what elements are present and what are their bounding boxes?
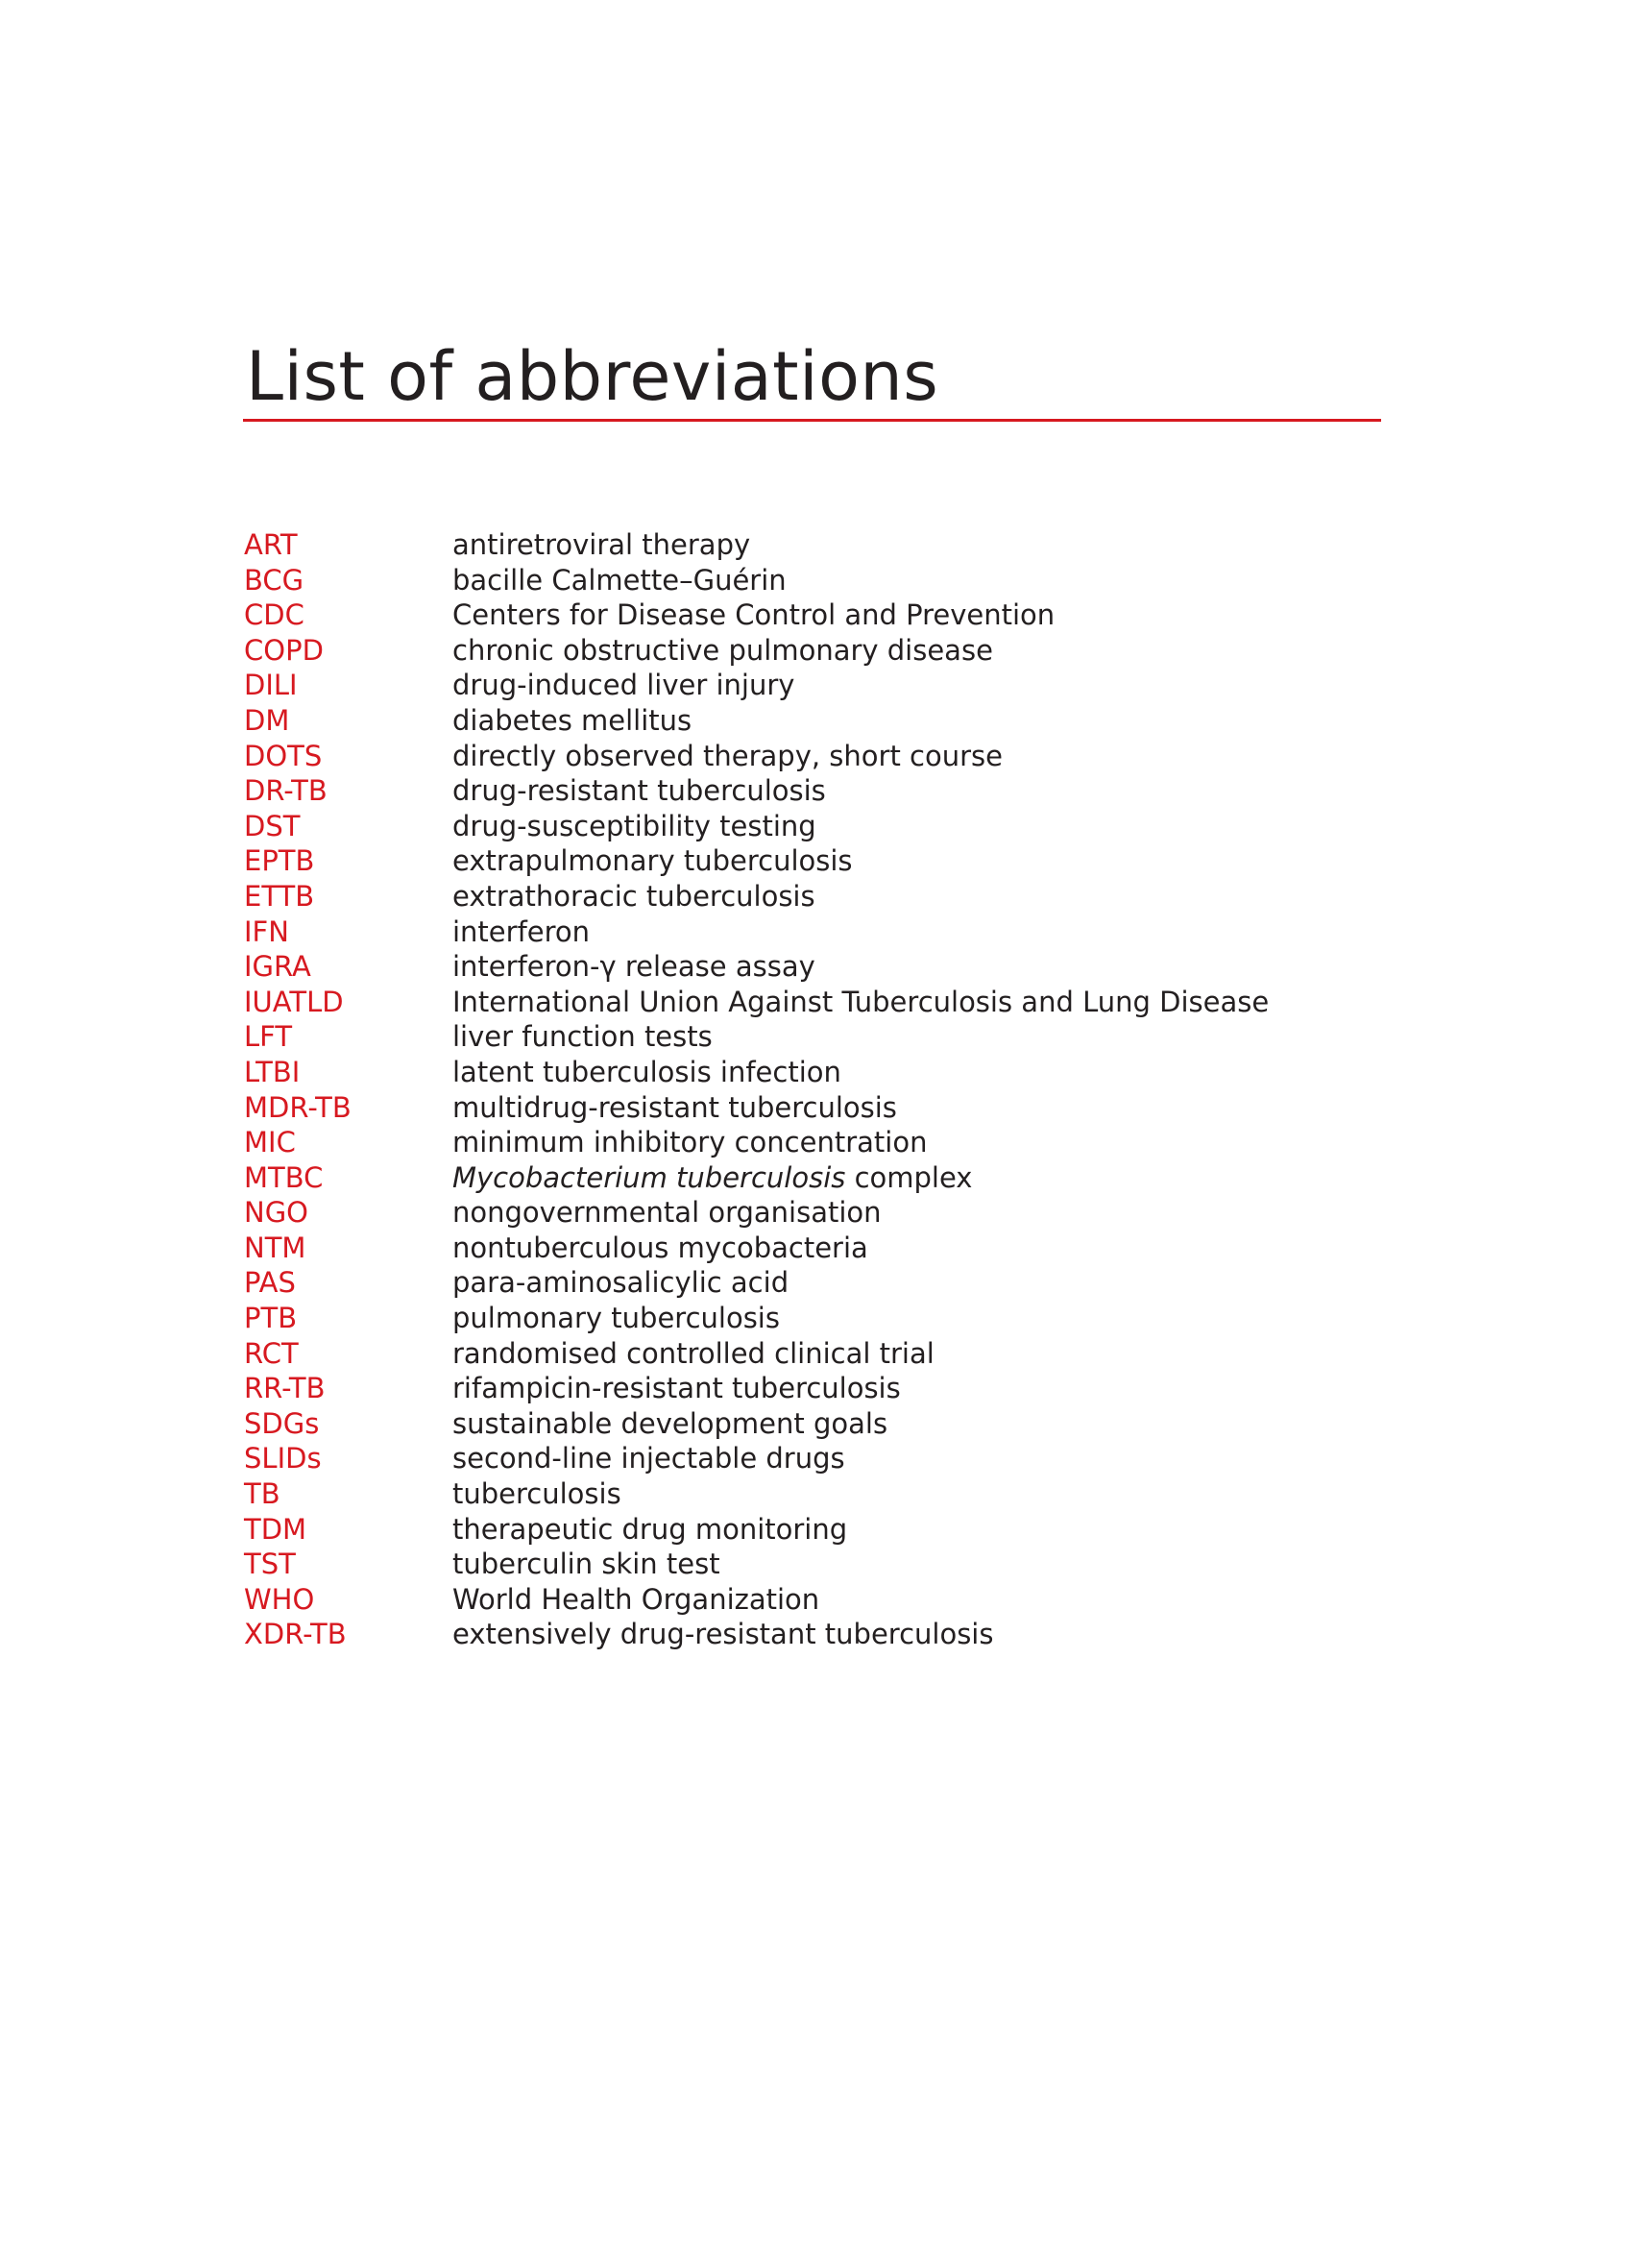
- abbreviation-term: WHO: [244, 1582, 315, 1616]
- abbreviation-term: SLIDs: [244, 1442, 322, 1475]
- abbreviation-row-who: [244, 1582, 1269, 1618]
- abbreviation-definition: interferon-γ release assay: [452, 950, 815, 984]
- abbreviation-definition: multidrug-resistant tuberculosis: [452, 1090, 897, 1124]
- abbreviation-row-mic: [244, 1125, 1269, 1160]
- abbreviation-term: ART: [244, 528, 298, 561]
- abbreviation-definition: directly observed therapy, short course: [452, 739, 1003, 772]
- abbreviation-definition: minimum inhibitory concentration: [452, 1126, 928, 1159]
- abbreviation-definition: International Union Against Tuberculosis and Lung Disease: [452, 985, 1270, 1018]
- abbreviation-row-tdm: [244, 1512, 1269, 1548]
- abbreviation-row-mtbc: [244, 1160, 1269, 1196]
- abbreviation-term: COPD: [244, 633, 324, 667]
- abbreviation-row-ngo: [244, 1195, 1269, 1231]
- abbreviation-definition: latent tuberculosis infection: [452, 1055, 841, 1088]
- page-title: List of abbreviations: [246, 337, 939, 416]
- abbreviation-term: DOTS: [244, 739, 323, 772]
- abbreviation-definition: nontuberculous mycobacteria: [452, 1231, 868, 1264]
- abbreviation-term: IFN: [244, 915, 289, 948]
- abbreviation-row-tst: [244, 1547, 1269, 1582]
- abbreviation-definition: interferon: [452, 915, 591, 948]
- abbreviation-row-dr-tb: [244, 773, 1269, 809]
- abbreviation-row-lft: [244, 1019, 1269, 1055]
- abbreviation-definition: second-line injectable drugs: [452, 1442, 845, 1475]
- abbreviation-row-dili: [244, 668, 1269, 703]
- abbreviation-list: [244, 527, 1269, 1652]
- abbreviation-term: TB: [244, 1477, 280, 1511]
- abbreviation-definition: drug-induced liver injury: [452, 669, 795, 702]
- abbreviation-definition: pulmonary tuberculosis: [452, 1302, 780, 1335]
- abbreviation-row-rr-tb: [244, 1371, 1269, 1406]
- abbreviation-definition: randomised controlled clinical trial: [452, 1336, 935, 1370]
- abbreviation-row-eptb: [244, 843, 1269, 879]
- abbreviation-row-sdgs: [244, 1406, 1269, 1442]
- abbreviation-definition: [452, 1160, 972, 1196]
- abbreviation-term: SDGs: [244, 1406, 320, 1440]
- abbreviation-term: RCT: [244, 1336, 299, 1370]
- abbreviation-definition: diabetes mellitus: [452, 703, 692, 737]
- abbreviation-definition: Centers for Disease Control and Prevention: [452, 598, 1056, 632]
- abbreviation-row-cdc: [244, 597, 1269, 633]
- abbreviation-row-igra: [244, 949, 1269, 985]
- abbreviation-row-xdr-tb: [244, 1617, 1269, 1652]
- abbreviation-definition: therapeutic drug monitoring: [452, 1512, 848, 1546]
- abbreviation-row-copd: [244, 633, 1269, 669]
- abbreviation-term: ETTB: [244, 879, 315, 913]
- abbreviation-term: TDM: [244, 1512, 307, 1546]
- abbreviation-definition: nongovernmental organisation: [452, 1196, 882, 1230]
- abbreviation-row-art: [244, 527, 1269, 563]
- abbreviation-row-ltbi: [244, 1055, 1269, 1090]
- abbreviation-term: NTM: [244, 1231, 306, 1264]
- abbreviation-term: XDR-TB: [244, 1618, 347, 1651]
- abbreviation-row-iuatld: [244, 985, 1269, 1020]
- abbreviation-term: DILI: [244, 669, 298, 702]
- abbreviation-row-pas: [244, 1265, 1269, 1301]
- abbreviation-definition: tuberculin skin test: [452, 1548, 720, 1581]
- abbreviation-term: IGRA: [244, 950, 311, 984]
- abbreviation-definition-italic: Mycobacterium tuberculosis: [452, 1160, 846, 1194]
- abbreviation-term: LTBI: [244, 1055, 301, 1088]
- abbreviation-definition: bacille Calmette–Guérin: [452, 563, 787, 597]
- abbreviation-term: MIC: [244, 1126, 296, 1159]
- abbreviation-term: IUATLD: [244, 985, 344, 1018]
- abbreviation-definition: drug-susceptibility testing: [452, 809, 816, 842]
- abbreviation-row-ptb: [244, 1301, 1269, 1336]
- abbreviation-row-rct: [244, 1336, 1269, 1372]
- abbreviation-term: EPTB: [244, 844, 315, 878]
- abbreviation-definition: tuberculosis: [452, 1477, 621, 1511]
- abbreviation-row-bcg: [244, 563, 1269, 598]
- abbreviation-row-ettb: [244, 879, 1269, 915]
- abbreviation-term: MDR-TB: [244, 1090, 352, 1124]
- abbreviation-term: PAS: [244, 1266, 296, 1300]
- abbreviation-definition: rifampicin-resistant tuberculosis: [452, 1372, 901, 1405]
- abbreviation-definition: liver function tests: [452, 1020, 713, 1054]
- abbreviation-definition: sustainable development goals: [452, 1406, 888, 1440]
- abbreviation-term: NGO: [244, 1196, 308, 1230]
- abbreviation-term: PTB: [244, 1302, 298, 1335]
- abbreviation-row-mdr-tb: [244, 1090, 1269, 1126]
- abbreviation-definition: extensively drug-resistant tuberculosis: [452, 1618, 994, 1651]
- abbreviation-definition: drug-resistant tuberculosis: [452, 774, 826, 808]
- abbreviation-term: TST: [244, 1548, 296, 1581]
- abbreviation-row-dots: [244, 739, 1269, 774]
- abbreviation-row-dst: [244, 809, 1269, 844]
- abbreviation-definition: chronic obstructive pulmonary disease: [452, 633, 993, 667]
- abbreviation-definition: World Health Organization: [452, 1582, 820, 1616]
- abbreviation-row-dm: [244, 703, 1269, 739]
- abbreviation-term: DR-TB: [244, 774, 328, 808]
- abbreviation-term: MTBC: [244, 1160, 324, 1194]
- abbreviation-definition: antiretroviral therapy: [452, 528, 751, 561]
- abbreviation-term: DST: [244, 809, 301, 842]
- abbreviation-term: RR-TB: [244, 1372, 326, 1405]
- abbreviation-definition: para-aminosalicylic acid: [452, 1266, 789, 1300]
- abbreviation-term: LFT: [244, 1020, 293, 1054]
- abbreviation-definition-rest: complex: [845, 1160, 973, 1194]
- abbreviation-definition: extrapulmonary tuberculosis: [452, 844, 853, 878]
- abbreviation-term: BCG: [244, 563, 304, 597]
- abbreviation-term: CDC: [244, 598, 304, 632]
- abbreviation-row-ifn: [244, 915, 1269, 950]
- abbreviation-row-ntm: [244, 1231, 1269, 1266]
- abbreviation-term: DM: [244, 703, 290, 737]
- abbreviation-definition: extrathoracic tuberculosis: [452, 879, 815, 913]
- abbreviation-row-slids: [244, 1441, 1269, 1476]
- abbreviation-row-tb: [244, 1476, 1269, 1512]
- title-divider: [243, 419, 1381, 422]
